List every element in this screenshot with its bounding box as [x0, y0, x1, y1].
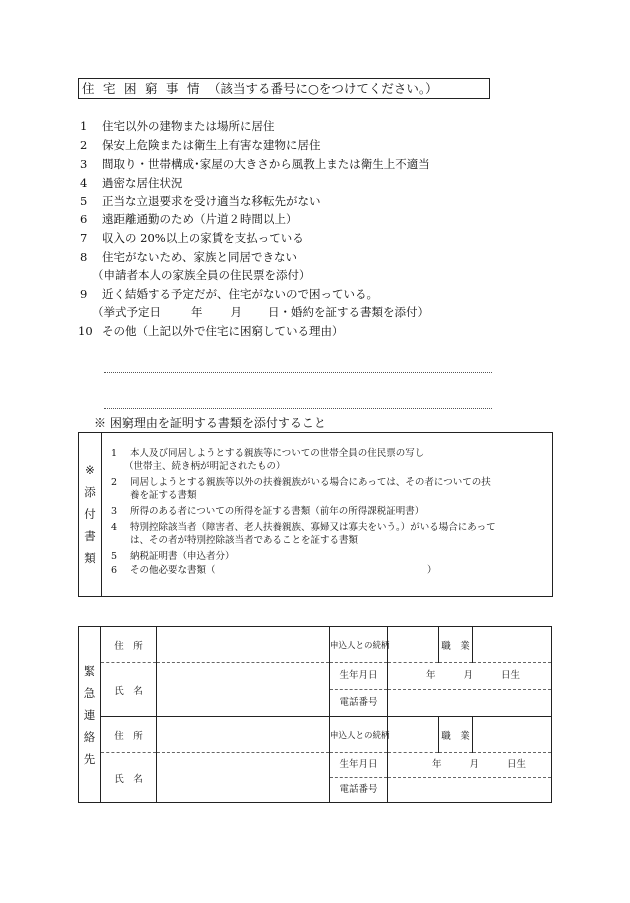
- attach-heading: ※ 困窮理由を証明する書類を添付すること: [94, 416, 326, 430]
- attachment-item: 3 所得のある者についての所得を証する書類（前年の所得課税証明書）: [111, 506, 425, 517]
- other-reason-line-2[interactable]: [104, 408, 492, 409]
- attachment-item: 4 特別控除該当者（障害者、老人扶養親族、寡婦又は寡夫をいう。）がいる場合にあって: [111, 522, 496, 533]
- contact2-address-field[interactable]: [157, 717, 330, 753]
- attachment-label-column: [79, 433, 102, 596]
- other-reason-line-1[interactable]: [104, 372, 492, 373]
- emergency-contact-label: 緊 急 連 絡 先: [79, 627, 101, 803]
- contact2-relation-label: 申込人との続柄: [330, 717, 388, 753]
- reason-item[interactable]: 4 過密な居住状況: [80, 176, 183, 190]
- contact1-name-label: 氏 名: [101, 663, 157, 717]
- contact1-occupation-label: 職 業: [439, 627, 473, 663]
- contact1-name-field[interactable]: [157, 663, 330, 717]
- reason-item[interactable]: 5 正当な立退要求を受け適当な移転先がない: [80, 194, 321, 208]
- attachment-item-cont: （世帯主、続き柄が明記されたもの）: [124, 461, 286, 472]
- attachment-item: 2 同居しようとする親族等以外の扶養親族がいる場合にあっては、その者についての扶: [111, 477, 491, 488]
- attachment-box: [78, 432, 553, 597]
- contact2-occupation-label: 職 業: [439, 717, 473, 753]
- attach-label-char: ※: [85, 463, 95, 477]
- attachment-item-cont: は、その者が特別控除該当者であることを証する書類: [130, 535, 359, 546]
- attach-label-char: 付: [84, 507, 96, 521]
- contact2-birth-phone-fields[interactable]: 年 月 日生: [388, 753, 552, 803]
- reason-8-note: （申請者本人の家族全員の住民票を添付）: [92, 268, 311, 282]
- reason-item[interactable]: 10 その他（上記以外で住宅に困窮している理由）: [78, 324, 344, 338]
- contact2-name-label: 氏 名: [101, 753, 157, 803]
- contact1-birth-phone-fields[interactable]: 年 月 日生: [388, 663, 552, 717]
- reason-item[interactable]: 9 近く結婚する予定だが、住宅がないので困っている。: [80, 287, 378, 301]
- reason-item[interactable]: 2 保安上危険または衛生上有害な建物に居住: [80, 138, 321, 152]
- attachment-item: 5 納税証明書（申込者分）: [111, 551, 235, 562]
- section-title-main: 住宅困窮事情: [82, 81, 209, 96]
- attachment-item: 1 本人及び同居しようとする親族等についての世帯全員の住民票の写し: [111, 448, 425, 459]
- reason-9-note: （挙式予定日 年 月 日・婚約を証する書類を添付）: [92, 305, 429, 319]
- contact1-address-field[interactable]: [157, 627, 330, 663]
- contact2-birth-phone-labels: 生年月日 電話番号: [330, 753, 388, 803]
- attachment-item: 6 その他必要な書類（: [111, 565, 216, 576]
- section-title: [78, 78, 490, 99]
- contact2-name-field[interactable]: [157, 753, 330, 803]
- reason-item[interactable]: 1 住宅以外の建物または場所に居住: [80, 119, 275, 133]
- reason-item[interactable]: 7 収入の 20%以上の家賃を支払っている: [80, 231, 304, 245]
- attach-label-char: 類: [84, 551, 96, 565]
- contact1-relation-field[interactable]: [388, 627, 439, 663]
- section-title-note: （該当する番号に○をつけてください。）: [208, 81, 438, 96]
- attach-label-char: 書: [84, 529, 96, 543]
- attachment-other-close: ）: [427, 565, 437, 576]
- contact1-occupation-field[interactable]: [473, 627, 552, 663]
- contact1-address-label: 住 所: [101, 627, 157, 663]
- contact1-relation-label: 申込人との続柄: [330, 627, 388, 663]
- reason-item[interactable]: 8 住宅がないため、家族と同居できない: [80, 250, 298, 264]
- contact2-address-label: 住 所: [101, 717, 157, 753]
- attach-label-char: 添: [84, 485, 96, 499]
- contact2-relation-field[interactable]: [388, 717, 439, 753]
- reason-item[interactable]: 6 遠距離通勤のため（片道２時間以上）: [80, 212, 298, 226]
- contact1-birth-phone-labels: 生年月日 電話番号: [330, 663, 388, 717]
- attachment-item-cont: 養を証する書類: [130, 490, 197, 501]
- reason-item[interactable]: 3 間取り・世帯構成･家屋の大きさから風教上または衛生上不適当: [80, 157, 430, 171]
- contact2-occupation-field[interactable]: [473, 717, 552, 753]
- emergency-contact-table: [78, 626, 552, 803]
